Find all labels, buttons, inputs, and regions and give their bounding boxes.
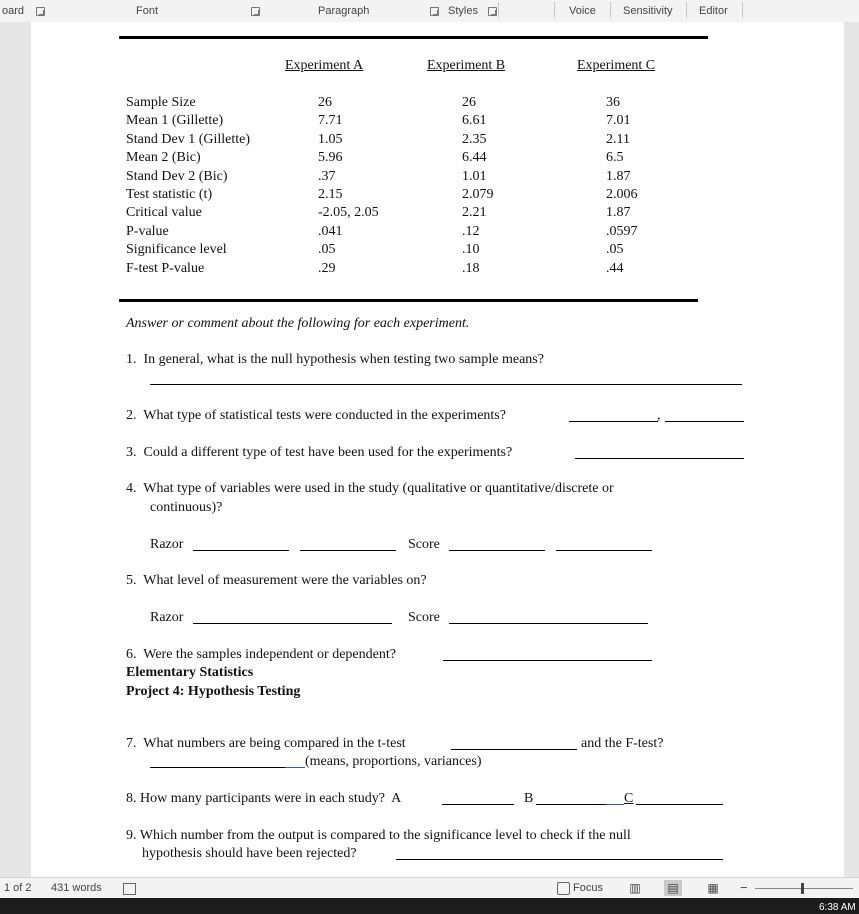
razor-label: Razor [150, 537, 184, 552]
top-rule [119, 36, 708, 39]
focus-icon[interactable] [557, 882, 570, 895]
question-5: 5. What level of measurement were the variables on? [126, 573, 427, 588]
cell-a: .29 [318, 261, 336, 276]
ribbon-divider [498, 2, 499, 18]
row-label: Stand Dev 1 (Gillette) [126, 132, 251, 147]
instructions-text: Answer or comment about the following for each experiment. [126, 316, 470, 331]
status-bar [0, 877, 859, 899]
cell-c: 2.11 [606, 132, 630, 147]
answer-line-7b[interactable] [150, 767, 285, 768]
vertical-scrollbar[interactable] [845, 22, 859, 877]
proofing-icon[interactable] [123, 883, 136, 895]
cell-a: .041 [318, 224, 343, 239]
answer-line-6[interactable] [443, 660, 652, 661]
question-3: 3. Could a different type of test have been used for the experiments? [126, 445, 513, 460]
cell-b: .10 [462, 242, 480, 257]
cell-a: 26 [318, 95, 332, 110]
answer-line-2b[interactable] [665, 421, 744, 422]
question-8: 8. How many participants were in each study? A [126, 791, 402, 806]
clipboard-launcher-icon[interactable] [36, 7, 45, 16]
ribbon-divider [610, 2, 611, 18]
row-label: Mean 2 (Bic) [126, 150, 201, 165]
cell-b: .18 [462, 261, 480, 276]
answer-line-7a[interactable] [451, 749, 577, 750]
ribbon-divider [742, 2, 743, 18]
question-9-line-1: 9. Which number from the output is compared to the significance level to check if the null [126, 828, 631, 843]
answer-line-3[interactable] [575, 458, 744, 459]
header-experiment-a: Experiment A [285, 58, 364, 73]
question-8-c: C [624, 791, 634, 806]
cell-b: .12 [462, 224, 480, 239]
focus-button[interactable]: Focus [573, 882, 603, 894]
clipboard-group-label: oard [2, 5, 25, 17]
cell-a: 7.71 [318, 113, 343, 128]
clock[interactable]: 6:38 AM [819, 902, 856, 913]
question-8-b: B [524, 791, 534, 806]
question-6: 6. Were the samples independent or dependent? [126, 647, 396, 662]
question-4-line-1: 4. What type of variables were used in the study (qualitative or quantitative/discrete or [126, 481, 614, 496]
row-label: F-test P-value [126, 261, 205, 276]
cell-b: 2.21 [462, 205, 487, 220]
cell-a: .05 [318, 242, 336, 257]
row-label: Critical value [126, 205, 202, 220]
answer-line-5-razor[interactable] [193, 623, 392, 624]
score-label: Score [408, 537, 440, 552]
comma: , [657, 408, 661, 423]
answer-line-4-score-a[interactable] [449, 550, 545, 551]
header-experiment-b: Experiment B [427, 58, 506, 73]
sensitivity-group-label: Sensitivity [623, 5, 673, 17]
cell-c: 6.5 [606, 150, 624, 165]
answer-line-5-score[interactable] [449, 623, 648, 624]
left-gutter [0, 22, 31, 877]
answer-line-4-score-b[interactable] [556, 550, 652, 551]
cell-b: 2.35 [462, 132, 487, 147]
answer-line-4-razor-b[interactable] [300, 550, 396, 551]
answer-line-8c[interactable] [636, 804, 723, 805]
cell-b: 6.44 [462, 150, 487, 165]
section-heading: Elementary Statistics [126, 665, 254, 680]
taskbar [0, 898, 859, 914]
answer-line-4-razor-a[interactable] [193, 550, 289, 551]
cell-c: .44 [606, 261, 624, 276]
question-7-line-2: (means, proportions, variances) [305, 754, 482, 769]
answer-line-8b[interactable] [536, 804, 606, 805]
cell-c: 36 [606, 95, 620, 110]
row-label: Significance level [126, 242, 227, 257]
web-layout-icon[interactable]: ▦ [707, 881, 719, 895]
answer-line-9[interactable] [396, 859, 723, 860]
cell-a: 1.05 [318, 132, 343, 147]
cell-b: 1.01 [462, 169, 487, 184]
cell-c: 7.01 [606, 113, 631, 128]
cell-b: 26 [462, 95, 476, 110]
zoom-out-icon[interactable]: − [740, 880, 748, 895]
page-count[interactable]: 1 of 2 [4, 882, 32, 894]
cell-c: .05 [606, 242, 624, 257]
ribbon [0, 0, 859, 23]
document-page[interactable] [31, 22, 844, 877]
question-7-tail: and the F-test? [581, 736, 664, 751]
cell-b: 6.61 [462, 113, 487, 128]
cell-c: 1.87 [606, 169, 631, 184]
answer-line-7b-accent [285, 767, 305, 768]
row-label: Test statistic (t) [126, 187, 213, 202]
zoom-slider-track[interactable] [755, 888, 853, 889]
bottom-rule [119, 299, 698, 302]
cell-a: .37 [318, 169, 336, 184]
styles-group-label: Styles [448, 5, 478, 17]
cell-b: 2.079 [462, 187, 494, 202]
ribbon-divider [686, 2, 687, 18]
cell-c: 2.006 [606, 187, 638, 202]
question-1: 1. In general, what is the null hypothesis when testing two sample means? [126, 352, 544, 367]
header-experiment-c: Experiment C [577, 58, 656, 73]
editor-group-label: Editor [699, 5, 728, 17]
answer-line-8a[interactable] [442, 804, 514, 805]
row-label: Stand Dev 2 (Bic) [126, 169, 228, 184]
section-subheading: Project 4: Hypothesis Testing [126, 684, 301, 699]
paragraph-launcher-icon[interactable] [430, 7, 439, 16]
voice-group-label: Voice [569, 5, 596, 17]
zoom-slider-thumb[interactable] [801, 883, 804, 894]
row-label: Sample Size [126, 95, 196, 110]
answer-line-1[interactable] [150, 384, 742, 385]
question-9-line-2: hypothesis should have been rejected? [142, 846, 357, 861]
cell-a: 2.15 [318, 187, 343, 202]
razor-label: Razor [150, 610, 184, 625]
cell-a: 5.96 [318, 150, 343, 165]
cell-c: .0597 [606, 224, 638, 239]
row-label: P-value [126, 224, 169, 239]
print-layout-icon[interactable]: ▤ [664, 880, 682, 896]
row-label: Mean 1 (Gillette) [126, 113, 224, 128]
word-count[interactable]: 431 words [51, 882, 102, 894]
question-7: 7. What numbers are being compared in the t-test [126, 736, 406, 751]
question-2: 2. What type of statistical tests were conducted in the experiments? [126, 408, 506, 423]
font-launcher-icon[interactable] [251, 7, 260, 16]
question-4-line-2: continuous)? [150, 500, 223, 515]
answer-line-2a[interactable] [569, 421, 658, 422]
cell-c: 1.87 [606, 205, 631, 220]
font-group-label: Font [136, 5, 159, 17]
answer-line-8b-accent [606, 804, 624, 805]
ribbon-divider [554, 2, 555, 18]
read-mode-icon[interactable]: ▥ [629, 881, 641, 895]
styles-launcher-icon[interactable] [488, 7, 497, 16]
paragraph-group-label: Paragraph [318, 5, 370, 17]
score-label: Score [408, 610, 440, 625]
cell-a: -2.05, 2.05 [318, 205, 379, 220]
